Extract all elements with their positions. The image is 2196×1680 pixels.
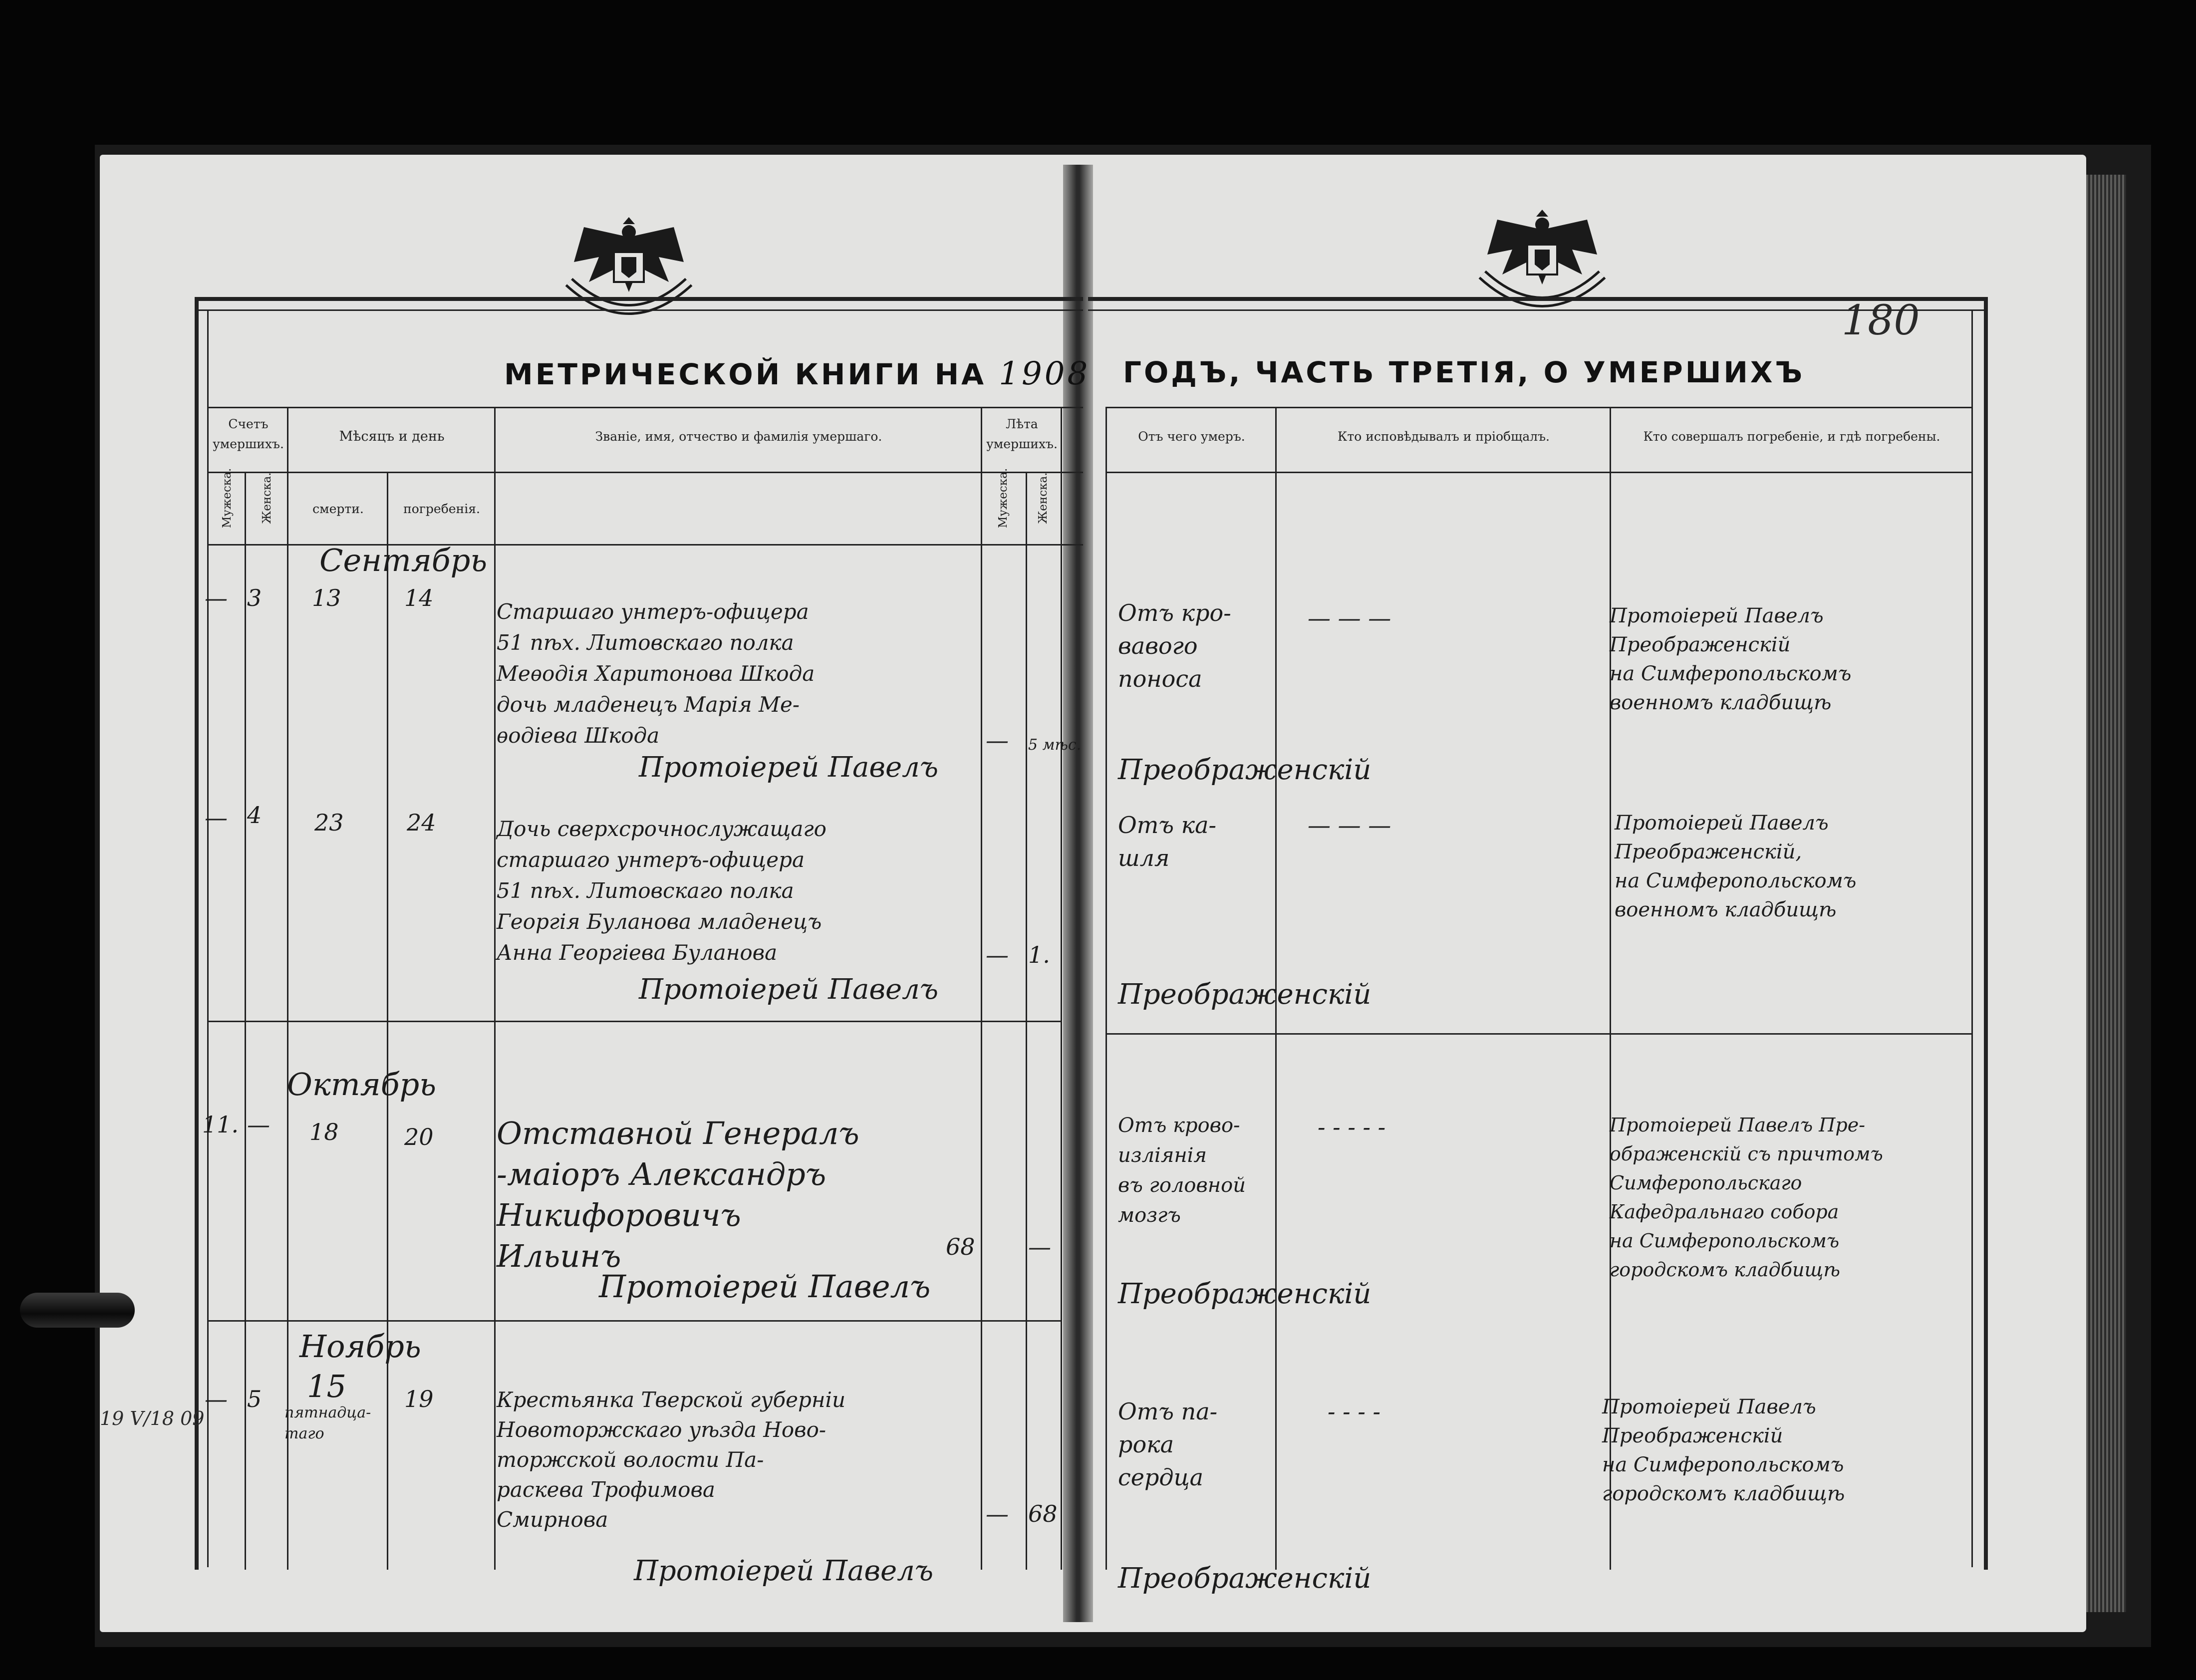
- name-line: раскева Трофимова: [497, 1477, 715, 1502]
- rule: [1105, 472, 1971, 473]
- name-line: Смирнова: [497, 1507, 608, 1532]
- header-count-male: Мужеска.: [221, 468, 234, 528]
- rule: [1088, 297, 1986, 301]
- death-day: 23: [314, 809, 344, 836]
- cause-line: Отъ ка-: [1118, 812, 1217, 839]
- header-age-female: Женска.: [1037, 472, 1050, 524]
- title-left-text: МЕТРИЧЕСКОЙ КНИГИ НА: [504, 357, 987, 391]
- age-male: —: [986, 941, 1009, 968]
- rule: [207, 472, 1083, 473]
- burial-line: Протоіерей Павелъ Пре-: [1610, 1114, 1866, 1136]
- burial-line: Преображенскій: [1602, 1424, 1783, 1447]
- age-female: 5 мѣс.: [1028, 736, 1082, 754]
- age-female: —: [1028, 1233, 1051, 1260]
- name-line: Анна Георгіева Буланова: [497, 940, 778, 965]
- burial-line: Кафедральнаго собора: [1610, 1201, 1839, 1223]
- cause-line: сердца: [1118, 1464, 1204, 1491]
- cause-of-death: [1118, 1395, 1217, 1494]
- burial-line: на Симферопольскомъ: [1610, 1230, 1840, 1252]
- death-day: 13: [312, 584, 341, 611]
- burial-line: городскомъ кладбищѣ: [1602, 1482, 1845, 1505]
- name-line: Новоторжскаго уѣзда Ново-: [497, 1417, 826, 1442]
- record-month: Ноябрь: [299, 1328, 421, 1365]
- death-day-note: [284, 1402, 371, 1444]
- coat-of-arms-right-icon: [1467, 200, 1617, 319]
- name-line: дочь младенецъ Марія Ме-: [497, 692, 800, 717]
- age-female: 1.: [1028, 941, 1050, 968]
- cause-line: Отъ па-: [1118, 1398, 1218, 1425]
- confessor: — — —: [1308, 812, 1391, 839]
- cause-line: вавого: [1118, 632, 1198, 659]
- cause-line: Отъ крово-: [1118, 1114, 1240, 1137]
- header-name: Званіе, имя, отчество и фамилія умершаго.: [595, 429, 882, 444]
- header-age-male: Мужеска.: [997, 468, 1010, 528]
- year: 1908: [999, 355, 1091, 392]
- cause-line: мозгъ: [1118, 1204, 1181, 1227]
- deceased-name: [497, 814, 826, 968]
- death-day-note-line: пятнадца-: [284, 1404, 371, 1421]
- burial-line: военномъ кладбищѣ: [1615, 898, 1837, 921]
- death-day-note-line: таго: [284, 1425, 324, 1442]
- signature: Протоіерей Павелъ: [639, 751, 939, 784]
- header-burial-by: Кто совершалъ погребеніе, и гдѣ погребены.: [1643, 429, 1940, 444]
- title-right: ГОДЪ, ЧАСТЬ ТРЕТІЯ, О УМЕРШИХЪ: [1123, 355, 1805, 389]
- name-line: Дочь сверхсрочнослужащаго: [497, 817, 826, 841]
- binding-clip: [20, 1293, 135, 1328]
- cause-line: рока: [1118, 1431, 1174, 1458]
- rule: [197, 297, 1083, 301]
- burial-line: военномъ кладбищѣ: [1610, 691, 1832, 714]
- count-male: —: [205, 1386, 228, 1412]
- count-female: 3: [247, 584, 262, 611]
- burial-line: Преображенскій,: [1615, 840, 1802, 863]
- name-line: -маіоръ Александръ: [497, 1156, 826, 1192]
- coat-of-arms-left-icon: [554, 207, 704, 327]
- name-line: Старшаго унтеръ-офицера: [497, 599, 809, 624]
- burial-info: [1615, 809, 1856, 924]
- rule: [195, 297, 199, 1570]
- rule: [197, 309, 1083, 311]
- header-cause: Отъ чего умеръ.: [1138, 429, 1245, 444]
- count-female: —: [247, 1111, 270, 1138]
- burial-line: ображенскій съ причтомъ: [1610, 1143, 1883, 1165]
- burial-day: 20: [404, 1123, 434, 1150]
- record-month: Сентябрь: [319, 542, 488, 578]
- rule: [1105, 407, 1971, 408]
- name-line: торжской волости Па-: [497, 1447, 764, 1472]
- burial-line: Протоіерей Павелъ: [1615, 812, 1829, 835]
- age-female: 68: [1028, 1500, 1058, 1527]
- count-male: —: [205, 584, 228, 611]
- name-line: 51 пѣх. Литовскаго полка: [497, 878, 794, 903]
- rule: [1105, 407, 1107, 1570]
- header-death: смерти.: [312, 502, 364, 516]
- name-line: Отставной Генералъ: [497, 1115, 859, 1151]
- rule: [494, 407, 496, 1570]
- rule: [207, 1021, 1061, 1022]
- name-line: Ильинъ: [497, 1238, 621, 1274]
- burial-day: 19: [404, 1386, 434, 1412]
- burial-day: 24: [407, 809, 436, 836]
- confessor: — — —: [1308, 604, 1391, 631]
- name-line: Меѳодія Харитонова Шкода: [497, 661, 815, 686]
- page-edges: [2086, 175, 2126, 1612]
- burial-line: Преображенскій: [1610, 633, 1791, 656]
- cause-of-death: [1118, 596, 1231, 695]
- burial-line: Симферопольскаго: [1610, 1172, 1802, 1194]
- burial-line: на Симферопольскомъ: [1615, 869, 1857, 892]
- death-day: 15: [307, 1368, 346, 1404]
- signature: Протоіерей Павелъ: [599, 1268, 931, 1305]
- age-male: —: [986, 727, 1009, 754]
- header-age: Лѣта умершихъ.: [986, 417, 1058, 451]
- burial-info: [1610, 601, 1851, 717]
- name-line: старшаго унтеръ-офицера: [497, 847, 805, 872]
- header-confessor: Кто исповѣдывалъ и пріобщалъ.: [1338, 429, 1550, 444]
- deceased-name: [497, 1385, 845, 1535]
- rule: [207, 309, 209, 1567]
- record-month: Октябрь: [287, 1066, 436, 1103]
- cause-line: шля: [1118, 844, 1170, 871]
- header-count: Счетъ умершихъ.: [213, 417, 284, 451]
- signature: Протоіерей Павелъ: [634, 1555, 934, 1587]
- cause-of-death: [1118, 1111, 1246, 1230]
- rule: [287, 407, 288, 1570]
- burial-info: [1610, 1111, 1883, 1284]
- rule: [1971, 309, 1973, 1567]
- confessor: - - - - -: [1318, 1114, 1386, 1140]
- rule: [1088, 309, 1986, 311]
- title-left: [504, 355, 1090, 392]
- cause-line: поноса: [1118, 665, 1202, 692]
- cause-line: въ головной: [1118, 1174, 1246, 1197]
- confessor: - - - -: [1328, 1398, 1381, 1425]
- burial-line: на Симферопольскомъ: [1610, 662, 1852, 685]
- burial-line: Протоіерей Павелъ: [1602, 1396, 1816, 1418]
- death-day: 18: [309, 1119, 339, 1145]
- burial-day: 14: [404, 584, 434, 611]
- cause-line: Отъ кро-: [1118, 599, 1231, 626]
- burial-line: Протоіерей Павелъ: [1610, 604, 1824, 627]
- name-line: 51 пѣх. Литовскаго полка: [497, 630, 794, 655]
- name-line: Георгія Буланова младенецъ: [497, 909, 822, 934]
- header-month-day: Мѣсяцъ и день: [339, 429, 445, 444]
- confessor-signature: Преображенскій: [1118, 1278, 1372, 1310]
- deceased-name: [497, 1113, 859, 1277]
- age-male: —: [986, 1500, 1009, 1527]
- cause-line: изліянія: [1118, 1144, 1207, 1167]
- signature: Протоіерей Павелъ: [639, 973, 939, 1006]
- rule: [207, 1320, 1061, 1322]
- header-burial: погребенія.: [403, 502, 480, 516]
- confessor-signature: Преображенскій: [1118, 754, 1372, 786]
- rule: [981, 407, 982, 1570]
- confessor-signature: Преображенскій: [1118, 978, 1372, 1011]
- count-female: 4: [247, 802, 262, 829]
- name-line: Крестьянка Тверской губерніи: [497, 1388, 846, 1412]
- confessor-signature: Преображенскій: [1118, 1562, 1372, 1595]
- cause-of-death: [1118, 809, 1216, 874]
- page-number: 180: [1842, 297, 1920, 344]
- name-line: Никифоровичъ: [497, 1197, 741, 1233]
- burial-line: на Симферопольскомъ: [1602, 1453, 1844, 1476]
- age-male: 68: [946, 1233, 975, 1260]
- rule: [1984, 297, 1988, 1570]
- header-count-female: Женска.: [261, 472, 274, 524]
- deceased-name: [497, 596, 815, 751]
- burial-info: [1602, 1393, 1845, 1508]
- count-male: 11.: [202, 1111, 239, 1138]
- margin-note: 19 V/18 09: [100, 1407, 205, 1429]
- name-line: ѳодіева Шкода: [497, 723, 660, 748]
- burial-line: городскомъ кладбищѣ: [1610, 1259, 1840, 1281]
- count-male: —: [205, 804, 228, 831]
- count-female: 5: [247, 1386, 262, 1412]
- rule: [207, 407, 1083, 408]
- rule: [1061, 407, 1062, 1570]
- rule: [1105, 1033, 1971, 1035]
